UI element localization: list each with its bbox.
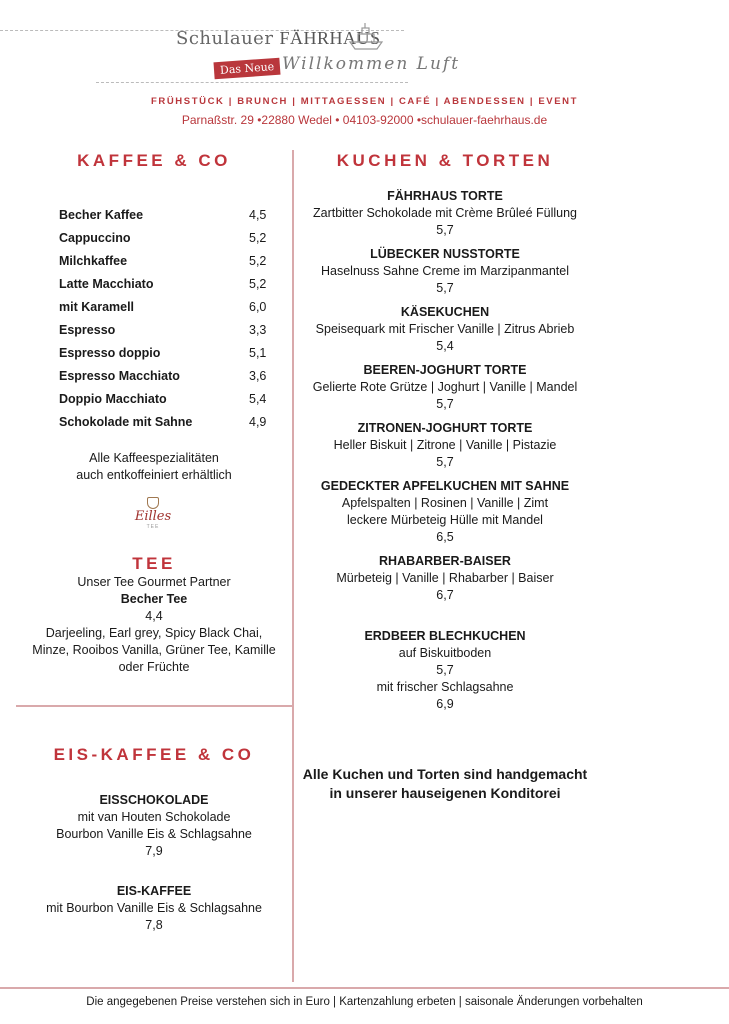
item-name: BEEREN-JOGHURT TORTE: [363, 363, 527, 377]
footer-divider: [0, 987, 729, 989]
item-name: Schokolade mit Sahne: [59, 415, 193, 429]
item-name: Latte Macchiato: [59, 277, 154, 291]
item-name: FÄHRHAUS TORTE: [387, 189, 503, 203]
item-price: 5,4: [436, 339, 454, 353]
item-price: 6,0: [249, 300, 267, 314]
tea-varieties: Minze, Rooibos Vanilla, Grüner Tee, Kamille: [32, 643, 276, 657]
item-price: 6,9: [436, 697, 454, 711]
item-price: 5,2: [249, 277, 267, 291]
cake-item: [300, 628, 590, 713]
item-name: RHABARBER-BAISER: [379, 554, 511, 568]
logo-name: Schulauer: [176, 28, 274, 49]
item-price: 5,7: [436, 281, 454, 295]
cake-item: [300, 188, 590, 239]
item-price: 3,6: [249, 369, 267, 383]
item-name: GEDECKTER APFELKUCHEN MIT SAHNE: [320, 479, 570, 493]
restaurant-logo: [170, 22, 461, 84]
tea-varieties: Darjeeling, Earl grey, Spicy Black Chai,: [45, 626, 263, 640]
menu-item: [59, 277, 269, 300]
item-name: Espresso doppio: [59, 346, 161, 360]
menu-item: [59, 346, 269, 369]
logo-badge: Das Neue: [213, 58, 280, 80]
item-name: mit Karamell: [59, 300, 135, 314]
tea-block: [16, 574, 292, 676]
menu-item: [59, 392, 269, 415]
crest-icon: [147, 497, 159, 509]
cake-item: [300, 304, 590, 355]
item-price: 5,4: [249, 392, 267, 406]
menu-item: [59, 208, 269, 231]
item-name: ZITRONEN-JOGHURT TORTE: [357, 421, 533, 435]
eilles-logo-sub: TEE: [146, 524, 160, 530]
cake-item: [300, 478, 590, 546]
handmade-note-line: in unserer hauseigenen Konditorei: [329, 785, 561, 801]
item-price: 7,9: [145, 844, 163, 858]
tea-section-title: TEE: [132, 554, 176, 573]
logo-brand: FÄHRHAUS: [279, 28, 381, 48]
item-price: 5,2: [249, 254, 267, 268]
item-description: Haselnuss Sahne Creme im Marzipanmantel: [320, 264, 570, 278]
item-description: auf Biskuitboden: [398, 646, 492, 660]
coffee-section-title: KAFFEE & CO: [77, 151, 231, 170]
menu-item: [59, 254, 269, 277]
item-price: 5,7: [436, 397, 454, 411]
item-description: Apfelspalten | Rosinen | Vanille | Zimt: [341, 496, 549, 510]
item-description: mit frischer Schlagsahne: [376, 680, 514, 694]
item-price: 6,5: [436, 530, 454, 544]
item-description: Mürbeteig | Vanille | Rhabarber | Baiser: [336, 571, 554, 585]
iced-section-title: EIS-KAFFEE & CO: [53, 745, 255, 764]
handmade-note-line: Alle Kuchen und Torten sind handgemacht: [302, 766, 588, 782]
decaf-note-line: auch entkoffeiniert erhältlich: [76, 468, 232, 482]
column-divider: [292, 150, 294, 982]
logo-script: Willkommen Luft: [282, 54, 461, 74]
section-divider: [16, 705, 292, 707]
item-price: 5,7: [436, 663, 454, 677]
tea-item-name: Becher Tee: [120, 592, 188, 606]
item-description: mit van Houten Schokolade: [77, 810, 231, 824]
item-price: 5,2: [249, 231, 267, 245]
ship-icon: [346, 22, 386, 52]
item-description: Gelierte Rote Grütze | Joghurt | Vanille | Mandel: [312, 380, 578, 394]
item-price: 5,7: [436, 223, 454, 237]
tea-varieties: oder Früchte: [118, 660, 190, 674]
menu-item: [59, 415, 269, 438]
menu-item: [59, 231, 269, 254]
item-name: ERDBEER BLECHKUCHEN: [364, 629, 526, 643]
item-name: Espresso: [59, 323, 116, 337]
decaf-note: [16, 450, 292, 484]
eilles-logo-icon: [133, 497, 173, 537]
item-name: Espresso Macchiato: [59, 369, 180, 383]
coffee-menu-list: [59, 208, 269, 438]
item-description: mit Bourbon Vanille Eis & Schlagsahne: [46, 901, 262, 915]
eilles-logo-word: Eilles: [134, 509, 172, 524]
item-price: 5,7: [436, 455, 454, 469]
tea-price: 4,4: [145, 609, 163, 623]
cakes-section-title: KUCHEN & TORTEN: [336, 151, 554, 170]
handmade-note: [300, 765, 590, 803]
item-name: EISSCHOKOLADE: [99, 793, 209, 807]
cake-item: [300, 246, 590, 297]
logo-underline: [96, 82, 408, 83]
cake-item: [300, 362, 590, 413]
cake-item: [300, 420, 590, 471]
cake-item: [300, 553, 590, 604]
decaf-note-line: Alle Kaffeespezialitäten: [89, 451, 219, 465]
item-description: Zartbitter Schokolade mit Crème Brûleé Füllung: [312, 206, 577, 220]
item-name: EIS-KAFFEE: [116, 884, 192, 898]
item-price: 4,9: [249, 415, 267, 429]
iced-item: [16, 792, 292, 860]
footer-note: Die angegebenen Preise verstehen sich in Euro | Kartenzahlung erbeten | saisonale Änderungen vorbehalten: [86, 996, 643, 1008]
item-name: Milchkaffee: [59, 254, 128, 268]
item-price: 3,3: [249, 323, 267, 337]
item-price: 5,1: [249, 346, 267, 360]
item-name: Doppio Macchiato: [59, 392, 167, 406]
item-price: 7,8: [145, 918, 163, 932]
header: [0, 0, 729, 135]
menu-item: [59, 369, 269, 392]
iced-item: [16, 883, 292, 934]
menu-item: [59, 300, 269, 323]
menu-item: [59, 323, 269, 346]
item-name: LÜBECKER NUSSTORTE: [370, 247, 520, 261]
item-name: Becher Kaffee: [59, 208, 144, 222]
item-name: Cappuccino: [59, 231, 131, 245]
item-description: Speisequark mit Frischer Vanille | Zitrus Abrieb: [315, 322, 575, 336]
address-line: Parnaßstr. 29 •22880 Wedel • 04103-92000 •schulauer-faehrhaus.de: [181, 113, 548, 127]
item-name: KÄSEKUCHEN: [400, 305, 490, 319]
item-price: 4,5: [249, 208, 267, 222]
tea-partner: Unser Tee Gourmet Partner: [77, 575, 231, 589]
item-description: Bourbon Vanille Eis & Schlagsahne: [56, 827, 252, 841]
item-description: leckere Mürbeteig Hülle mit Mandel: [347, 513, 543, 527]
service-nav: FRÜHSTÜCK | BRUNCH | MITTAGESSEN | CAFÉ | ABENDESSEN | EVENT: [150, 96, 579, 107]
item-description: Heller Biskuit | Zitrone | Vanille | Pistazie: [333, 438, 557, 452]
item-price: 6,7: [436, 588, 454, 602]
